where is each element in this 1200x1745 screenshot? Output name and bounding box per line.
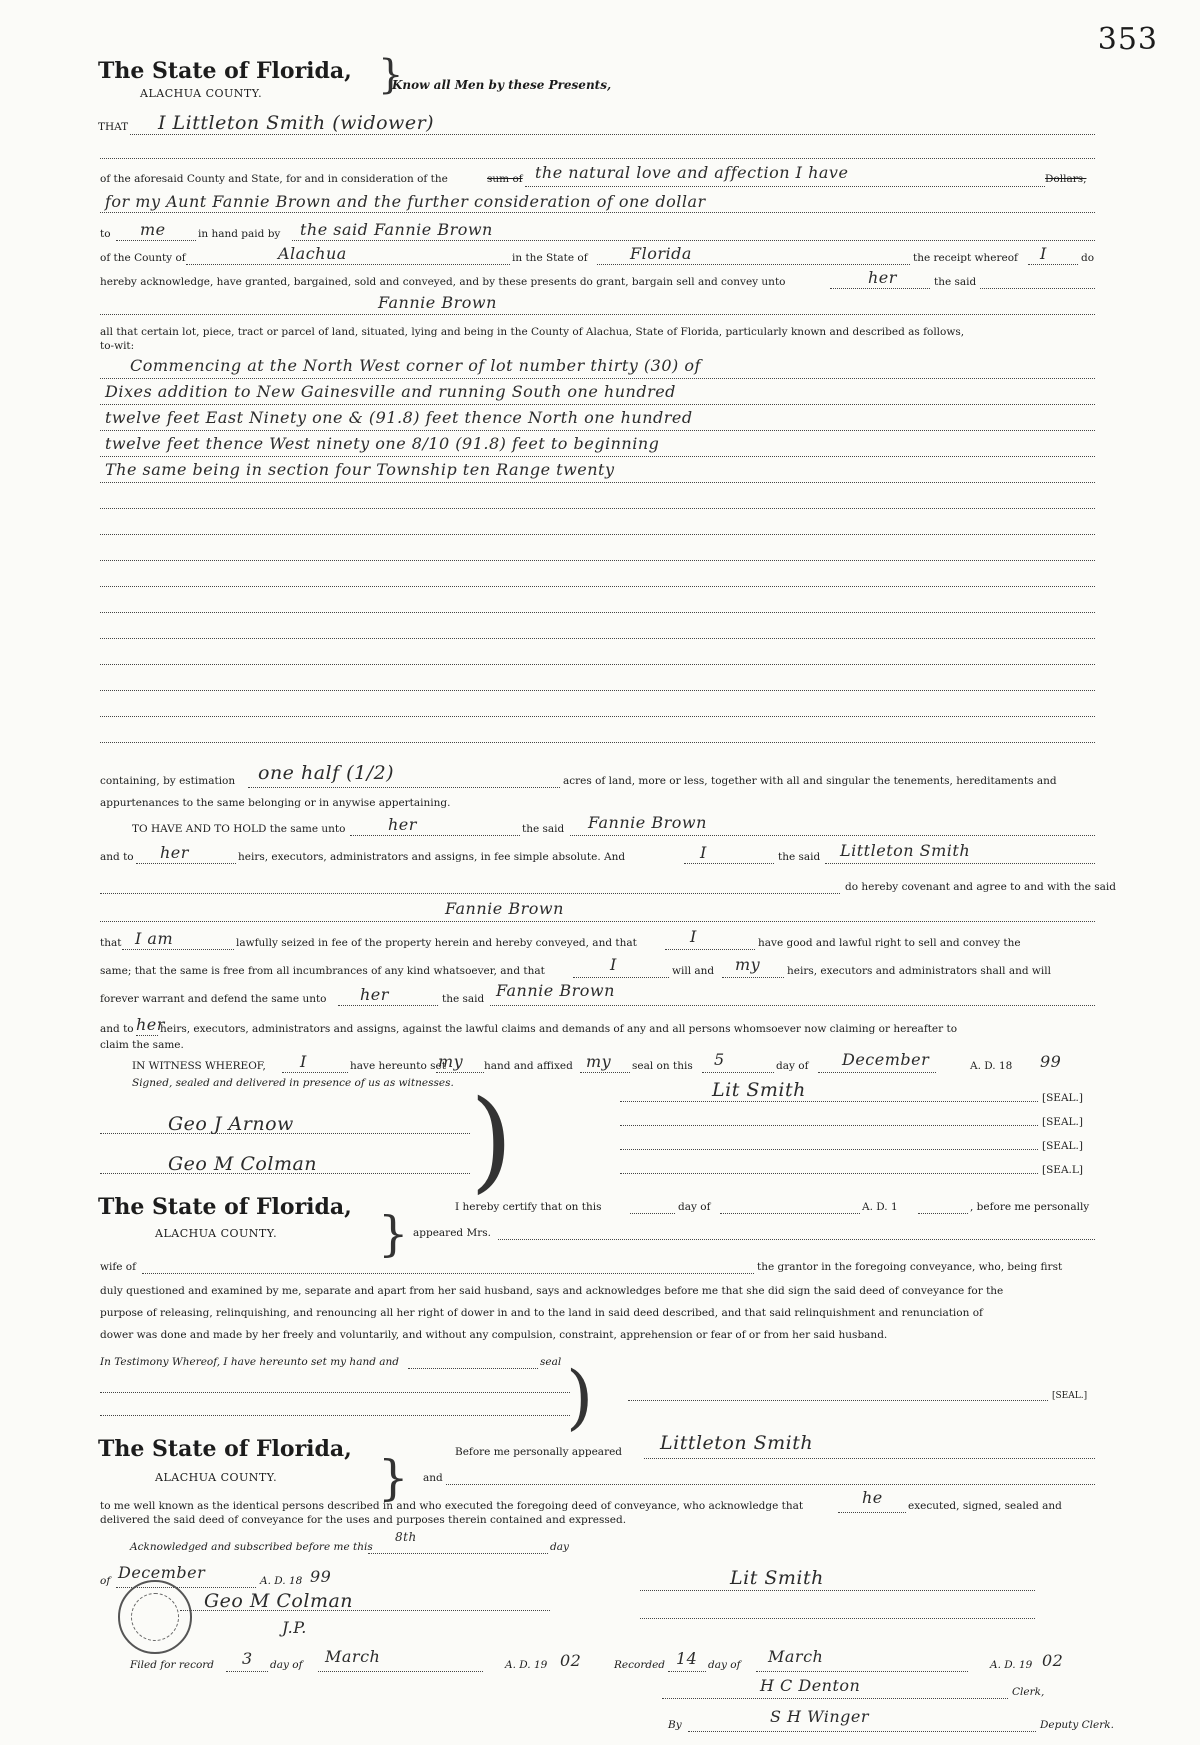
and-to-label: and to [100,851,134,863]
free-line [573,977,669,978]
consideration-handwritten-1: the natural love and affection I have [535,163,849,182]
cert2-year-handwritten: 99 [310,1567,332,1586]
recorded-day-line [668,1671,706,1672]
cert2-sig-line-2 [640,1618,1035,1619]
to-label: to [100,228,111,240]
warrant-grantee-line [490,1005,1095,1006]
good-right-text: have good and lawful right to sell and convey the [758,937,1021,949]
witness-line-2 [100,1173,470,1174]
claim-same-text: claim the same. [100,1039,184,1051]
state-line [597,264,910,265]
free-handwritten: I [610,955,617,974]
cert1-seal-word: seal [540,1356,562,1368]
seal-on-text: seal on this [632,1060,693,1072]
blank-description-line [100,534,1095,535]
against-claims-text: heirs, executors, administrators and assigns, against the lawful claims and demands of any and all persons whomsoever now claiming or hereafter to [160,1023,958,1035]
do-label: do [1081,252,1095,264]
that-label: that [100,937,122,949]
cert2-officer-signature: Geo M Colman [204,1590,354,1612]
covenantee-handwritten: Fannie Brown [445,899,564,918]
filed-month-handwritten: March [325,1647,381,1666]
warrant-line [338,1005,438,1006]
cert2-and: and [423,1472,443,1484]
cert1-grantor-text: the grantor in the foregoing conveyance, who, being first [757,1261,1063,1273]
witness-signature-2: Geo M Colman [168,1153,318,1175]
description-handwritten-line: twelve feet East Ninety one & (91.8) feet thence North one hundred [105,408,693,427]
covenant-line [100,893,840,894]
notary-seal-icon [118,1580,192,1654]
the-said-line [980,288,1095,289]
cert1-sig-line-2 [100,1415,570,1416]
to-handwritten: me [140,220,166,239]
that-i-handwritten: I [690,927,697,946]
recorded-label: Recorded [614,1659,665,1671]
have-handwritten: her [388,815,417,834]
hand-affixed-text: hand and affixed [484,1060,573,1072]
state-title: The State of Florida, [98,58,352,84]
know-all-heading: Know all Men by these Presents, [392,78,612,92]
recorded-day-handwritten: 14 [676,1649,698,1668]
grantee-line [570,835,1095,836]
the-said-label: the said [522,823,565,835]
description-intro: all that certain lot, piece, tract or parcel of land, situated, lying and being in the County of Alachua, State of Florida, particularly known and described as follows, [100,326,965,338]
filed-day-of: day of [270,1659,303,1671]
cert2-body-1: to me well known as the identical persons described in and who executed the foregoing deed of conveyance, who acknowledge that [100,1500,804,1512]
seized-text: lawfully seized in fee of the property herein and hereby conveyed, and that [236,937,637,949]
heirs-text: heirs, executors, administrators and assigns, in fee simple absolute. And [238,851,626,863]
filed-month-line [318,1671,483,1672]
blank-description-line [100,612,1095,613]
filed-ad: A. D. 19 [505,1659,548,1671]
witness-line [282,1072,348,1073]
will-and-label: will and [672,965,715,977]
description-handwritten-line: Commencing at the North West corner of lot number thirty (30) of [130,356,701,375]
cert2-before-line [644,1458,1095,1459]
that-label: THAT [98,121,129,133]
the-said-label: the said [442,993,485,1005]
grantee-line [100,314,1095,315]
description-line [100,456,1095,457]
blank-description-line [100,664,1095,665]
consideration-line [525,186,1045,187]
and-to-label: and to [100,1023,134,1035]
cert1-wife-line [142,1273,754,1274]
that-line [122,949,234,950]
cert2-body-1b: executed, signed, sealed and [908,1500,1062,1512]
grantor-handwritten: Littleton Smith [840,841,971,860]
warrant-grantee-handwritten: Fannie Brown [496,981,615,1000]
the-said-label: the said [778,851,821,863]
warrant-handwritten: her [360,985,389,1004]
containing-rest: acres of land, more or less, together with all and singular the tenements, hereditaments and [563,775,1057,787]
state-handwritten: Florida [630,244,692,263]
cert1-before-me: , before me personally [970,1201,1090,1213]
blank-description-line [100,716,1095,717]
and-handwritten: I [700,843,707,862]
cert2-body-2: delivered the said deed of conveyance for the uses and purposes therein contained and expressed. [100,1514,627,1526]
cert2-month-handwritten: December [118,1563,206,1582]
cert1-month-line [720,1213,860,1214]
cert1-seal-tag: [SEAL.] [1052,1391,1088,1401]
to-wit-label: to-wit: [100,340,135,352]
cert2-he-handwritten: he [862,1488,883,1507]
filed-label: Filed for record [130,1659,215,1671]
year-handwritten: 99 [1040,1052,1062,1071]
cert1-brace-right-icon: ) [566,1356,594,1438]
day-of-label: day of [776,1060,809,1072]
that-handwritten: I am [135,929,174,948]
cert2-sig-line-1 [640,1590,1035,1591]
free-text: same; that the same is free from all incumbrances of any kind whatsoever, and that [100,965,545,977]
cert2-he-line [838,1512,906,1513]
cert1-body-line: duly questioned and examined by me, separate and apart from her said husband, says and acknowledges before me that she did sign the said deed of conveyance for the [100,1285,1004,1297]
filed-year-handwritten: 02 [560,1651,582,1670]
by-label: By [668,1719,682,1731]
heirs-will-text: heirs, executors and administrators shall and will [787,965,1051,977]
receipt-label: the receipt whereof [913,252,1018,264]
witness-line-1 [100,1133,470,1134]
month-line [818,1072,936,1073]
page-number: 353 [1097,22,1158,57]
deputy-line [688,1731,1036,1732]
grantor-line [825,863,1095,864]
covenantee-line [100,921,1095,922]
recorded-day-of: day of [708,1659,741,1671]
containing-line [248,787,560,788]
grantor-line [130,134,1095,135]
and-to-line [136,863,236,864]
and-to-handwritten: her [160,843,189,862]
description-handwritten-line: The same being in section four Township ten Range twenty [105,460,615,479]
covenant-text: do hereby covenant and agree to and with the said [845,881,1117,893]
cert2-brace-icon: } [378,1450,409,1506]
blank-description-line [100,638,1095,639]
cert1-sig-line-1 [100,1392,570,1393]
consideration-text: of the aforesaid County and State, for and in consideration of the [100,173,448,185]
blank-description-line [100,742,1095,743]
cert1-county: ALACHUA COUNTY. [155,1227,278,1240]
cert1-body-line: dower was done and made by her freely and voluntarily, and without any compulsion, constraint, apprehension or fear of or from her said husband. [100,1329,888,1341]
cert1-appeared-line [498,1239,1095,1240]
grantor-signature: Lit Smith [712,1079,806,1101]
blank-description-line [100,560,1095,561]
cert2-before-text: Before me personally appeared [455,1446,623,1458]
appurtenances-text: appurtenances to the same belonging or in anywise appertaining. [100,797,451,809]
cert2-ack-line [368,1553,548,1554]
that-i-line [665,949,755,950]
dollars-struck: Dollars, [1045,173,1087,185]
blank-line [100,158,1095,159]
consideration-line-2 [100,212,1095,213]
containing-handwritten: one half (1/2) [258,762,395,784]
receipt-handwritten: I [1040,244,1047,263]
my-handwritten: my [735,955,761,974]
paid-by-handwritten: the said Fannie Brown [300,220,493,239]
cert2-and-line [446,1484,1095,1485]
cert2-before-handwritten: Littleton Smith [660,1432,814,1454]
witness-handwritten-i: I [300,1052,307,1071]
recorded-month-line [756,1671,968,1672]
deputy-handwritten: S H Winger [770,1707,870,1726]
seal-my-line [580,1072,630,1073]
day-handwritten: 5 [714,1050,725,1069]
cert2-grantor-signature: Lit Smith [730,1567,824,1589]
recorded-ad: A. D. 19 [990,1659,1033,1671]
cert2-day-label: day [550,1541,569,1553]
seal-line-1 [620,1101,1038,1102]
cert2-county: ALACHUA COUNTY. [155,1471,278,1484]
description-handwritten-line: twelve feet thence West ninety one 8/10 (91.8) feet to beginning [105,434,660,453]
cert2-officer-title: J.P. [282,1618,307,1637]
cert1-seal-line [628,1400,1048,1401]
my-line [436,1072,484,1073]
cert2-ack-text: Acknowledged and subscribed before me this [130,1541,373,1553]
seal-line-2 [620,1125,1038,1126]
sum-of-struck: sum of [487,173,523,185]
cert1-body-line: purpose of releasing, relinquishing, and renouncing all her right of dower in and to the land in said deed described, and that said relinquishment and renunciation of [100,1307,983,1319]
filed-day-handwritten: 3 [242,1649,253,1668]
ad-label: A. D. 18 [970,1060,1013,1072]
description-line [100,404,1095,405]
unto-handwritten: her [868,268,897,287]
recorded-month-handwritten: March [768,1647,824,1666]
seal-line-4 [620,1173,1038,1174]
seal-line-3 [620,1149,1038,1150]
grantee-handwritten: Fannie Brown [378,293,497,312]
warrant-text: forever warrant and defend the same unto [100,993,327,1005]
county-handwritten: Alachua [278,244,347,263]
have-line [350,835,520,836]
have-set-text: have hereunto set [350,1060,446,1072]
seal-tag: [SEAL.] [1042,1140,1083,1152]
cert1-day-of: day of [678,1201,711,1213]
and-line [684,863,774,864]
in-hand-paid-label: in hand paid by [198,228,281,240]
clerk-handwritten: H C Denton [760,1676,861,1695]
grantee-handwritten: Fannie Brown [588,813,707,832]
seal-tag: [SEA.L] [1042,1164,1083,1176]
seal-my-handwritten: my [586,1052,612,1071]
blank-description-line [100,508,1095,509]
cert1-certify-text: I hereby certify that on this [455,1201,602,1213]
description-line [100,482,1095,483]
description-handwritten-line: Dixes addition to New Gainesville and running South one hundred [105,382,676,401]
witness-brace-icon: ) [470,1076,513,1204]
recorded-year-handwritten: 02 [1042,1651,1064,1670]
to-have-label: TO HAVE AND TO HOLD the same unto [132,823,346,835]
containing-label: containing, by estimation [100,775,236,787]
day-line [702,1072,774,1073]
cert1-state-title: The State of Florida, [98,1194,352,1220]
cert1-year-line [918,1213,968,1214]
seal-tag: [SEAL.] [1042,1116,1083,1128]
acknowledge-text: hereby acknowledge, have granted, bargained, sold and conveyed, and by these presents do grant, bargain sell and convey unto [100,276,786,288]
description-line [100,378,1095,379]
consideration-handwritten-2: for my Aunt Fannie Brown and the further consideration of one dollar [105,192,706,211]
in-state-label: in the State of [512,252,588,264]
county-of-label: of the County of [100,252,186,264]
cert2-ack-handwritten: 8th [395,1530,417,1544]
cert2-ad-label: A. D. 18 [260,1575,303,1587]
cert2-of-label: of [100,1575,111,1587]
my-line [722,977,784,978]
cert1-day-line [630,1213,675,1214]
cert1-wife-of: wife of [100,1261,136,1273]
filed-day-line [226,1671,268,1672]
and-to-handwritten: her [136,1015,165,1034]
seal-tag: [SEAL.] [1042,1092,1083,1104]
grantor-handwritten: I Littleton Smith (widower) [158,112,435,134]
cert1-testimony: In Testimony Whereof, I have hereunto set my hand and [100,1356,400,1368]
county-label: ALACHUA COUNTY. [140,87,263,100]
brace-icon: } [378,52,404,98]
the-said-label: the said [934,276,977,288]
cert1-ad: A. D. 1 [862,1201,898,1213]
clerk-line [662,1698,1008,1699]
deputy-label: Deputy Clerk. [1040,1719,1114,1731]
signed-sealed-text: Signed, sealed and delivered in presence of us as witnesses. [132,1077,454,1089]
witness-label: IN WITNESS WHEREOF, [132,1060,266,1072]
blank-description-line [100,586,1095,587]
my-handwritten: my [438,1052,464,1071]
cert1-brace-icon: } [378,1206,409,1262]
unto-line [830,288,930,289]
and-to-line [136,1035,158,1036]
month-handwritten: December [842,1050,930,1069]
paid-by-line [292,240,1095,241]
description-line [100,430,1095,431]
cert1-testimony-line [408,1368,538,1369]
clerk-label: Clerk, [1012,1686,1045,1698]
receipt-line [1028,264,1078,265]
to-line [116,240,196,241]
witness-signature-1: Geo J Arnow [168,1113,294,1135]
blank-description-line [100,690,1095,691]
cert1-appeared: appeared Mrs. [413,1227,491,1239]
cert2-state-title: The State of Florida, [98,1436,352,1462]
county-line [186,264,510,265]
